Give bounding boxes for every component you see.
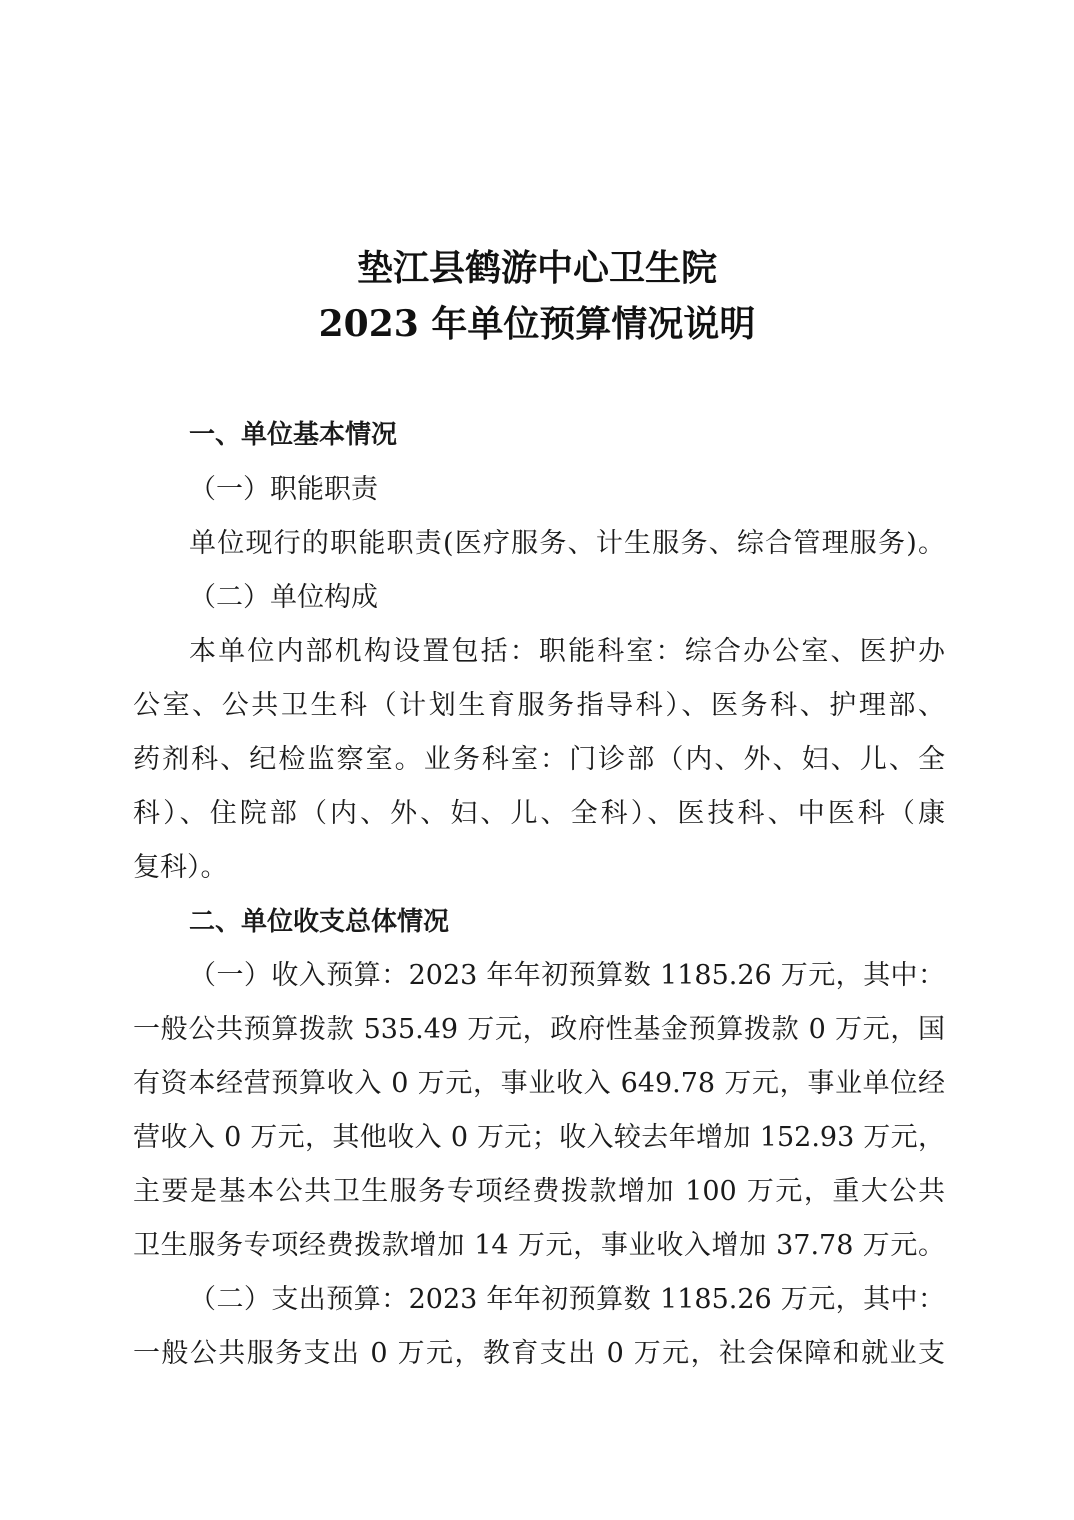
paragraph-line: 复科）。 — [133, 852, 228, 883]
paragraph-line: 一般公共预算拨款 535.49 万元，政府性基金预算拨款 0 万元，国 — [133, 1014, 945, 1045]
paragraph-line: 有资本经营预算收入 0 万元，事业收入 649.78 万元，事业单位经 — [133, 1068, 945, 1099]
section-heading-basic-info: 一、单位基本情况 — [189, 420, 398, 450]
section-heading-income-expense: 二、单位收支总体情况 — [189, 907, 450, 937]
paragraph-line: （二）支出预算：2023 年年初预算数 1185.26 万元，其中： — [189, 1284, 945, 1315]
paragraph-line: （一）收入预算：2023 年年初预算数 1185.26 万元，其中： — [189, 960, 945, 991]
subheading-composition: （二）单位构成 — [189, 582, 378, 613]
document-title-line1: 垫江县鹤游中心卫生院 — [356, 247, 717, 289]
paragraph-line: 科）、住院部（内、外、妇、儿、全科）、医技科、中医科（康 — [133, 798, 945, 829]
paragraph-line: 营收入 0 万元，其他收入 0 万元；收入较去年增加 152.93 万元， — [133, 1122, 945, 1153]
paragraph-line: 一般公共服务支出 0 万元，教育支出 0 万元，社会保障和就业支 — [133, 1338, 945, 1369]
paragraph-line: 公室、公共卫生科（计划生育服务指导科）、医务科、护理部、 — [133, 690, 945, 721]
paragraph-line: 药剂科、纪检监察室。业务科室：门诊部（内、外、妇、儿、全 — [133, 744, 945, 775]
paragraph-line: 主要是基本公共卫生服务专项经费拨款增加 100 万元，重大公共 — [133, 1176, 945, 1207]
paragraph-line: 本单位内部机构设置包括：职能科室：综合办公室、医护办 — [189, 636, 945, 667]
document-title-line2: 2023 年单位预算情况说明 — [318, 303, 756, 345]
paragraph-line: 卫生服务专项经费拨款增加 14 万元，事业收入增加 37.78 万元。 — [133, 1230, 945, 1261]
paragraph-line: 单位现行的职能职责(医疗服务、计生服务、综合管理服务)。 — [189, 528, 945, 559]
subheading-functions: （一）职能职责 — [189, 474, 378, 505]
